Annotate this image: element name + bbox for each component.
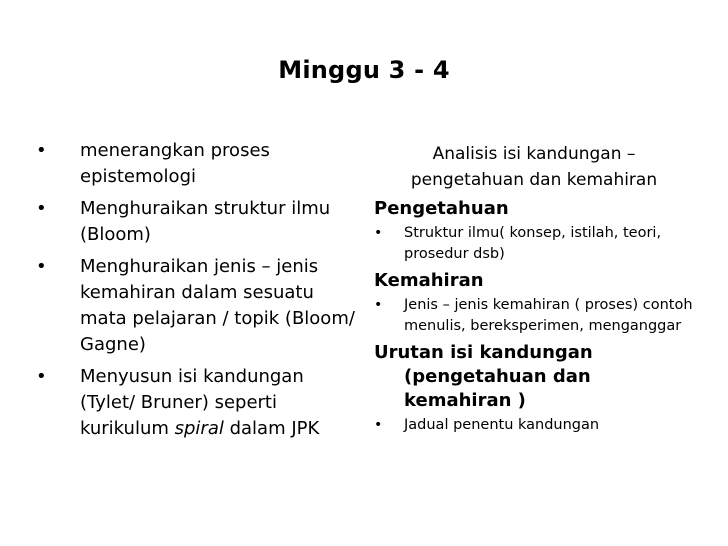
analysis-heading: Analisis isi kandungan – pengetahuan dan kemahiran xyxy=(410,144,658,190)
section-heading-urutan: Urutan isi kandungan (pengetahuan dan kemahiran ) xyxy=(374,342,593,411)
list-item xyxy=(374,223,694,265)
section-list xyxy=(374,223,694,265)
list-item xyxy=(36,254,356,358)
list-item-text-post: dalam JPK xyxy=(223,418,320,439)
section-heading-kemahiran: Kemahiran xyxy=(374,270,484,291)
list-item xyxy=(36,364,356,442)
section-list xyxy=(374,415,694,436)
section-list xyxy=(374,295,694,337)
section-heading-pengetahuan: Pengetahuan xyxy=(374,198,509,219)
right-column xyxy=(374,141,694,440)
list-item-text: Menghuraikan struktur ilmu (Bloom) xyxy=(80,198,331,245)
bullet-icon: • xyxy=(36,198,47,219)
list-item-text: Struktur ilmu( konsep, istilah, teori, prosedur dsb) xyxy=(404,225,662,262)
left-bullet-list xyxy=(36,138,356,448)
list-item-text: Menghuraikan jenis – jenis kemahiran dalam sesuatu mata pelajaran / topik (Bloom/ Gagne) xyxy=(80,256,355,355)
list-item xyxy=(374,295,694,337)
bullet-icon: • xyxy=(374,225,383,241)
bullet-icon: • xyxy=(36,366,47,387)
list-item xyxy=(374,415,694,436)
list-item-text: Jadual penentu kandungan xyxy=(404,417,600,433)
bullet-icon: • xyxy=(374,417,383,433)
list-item-text: menerangkan proses epistemologi xyxy=(80,140,270,187)
list-item-text xyxy=(80,364,356,442)
list-item-text: Jenis – jenis kemahiran ( proses) contoh menulis, bereksperimen, menganggar xyxy=(404,297,693,334)
bullet-icon: • xyxy=(36,256,47,277)
list-item xyxy=(36,138,356,190)
list-item xyxy=(36,196,356,248)
bullet-icon: • xyxy=(374,297,383,313)
list-item-text-emphasis: spiral xyxy=(174,418,224,439)
list-item-text-pre: Menyusun isi kandungan (Tylet/ Bruner) seperti kurikulum xyxy=(80,366,304,439)
bullet-icon: • xyxy=(36,140,47,161)
slide-title: Minggu 3 - 4 xyxy=(278,56,450,84)
